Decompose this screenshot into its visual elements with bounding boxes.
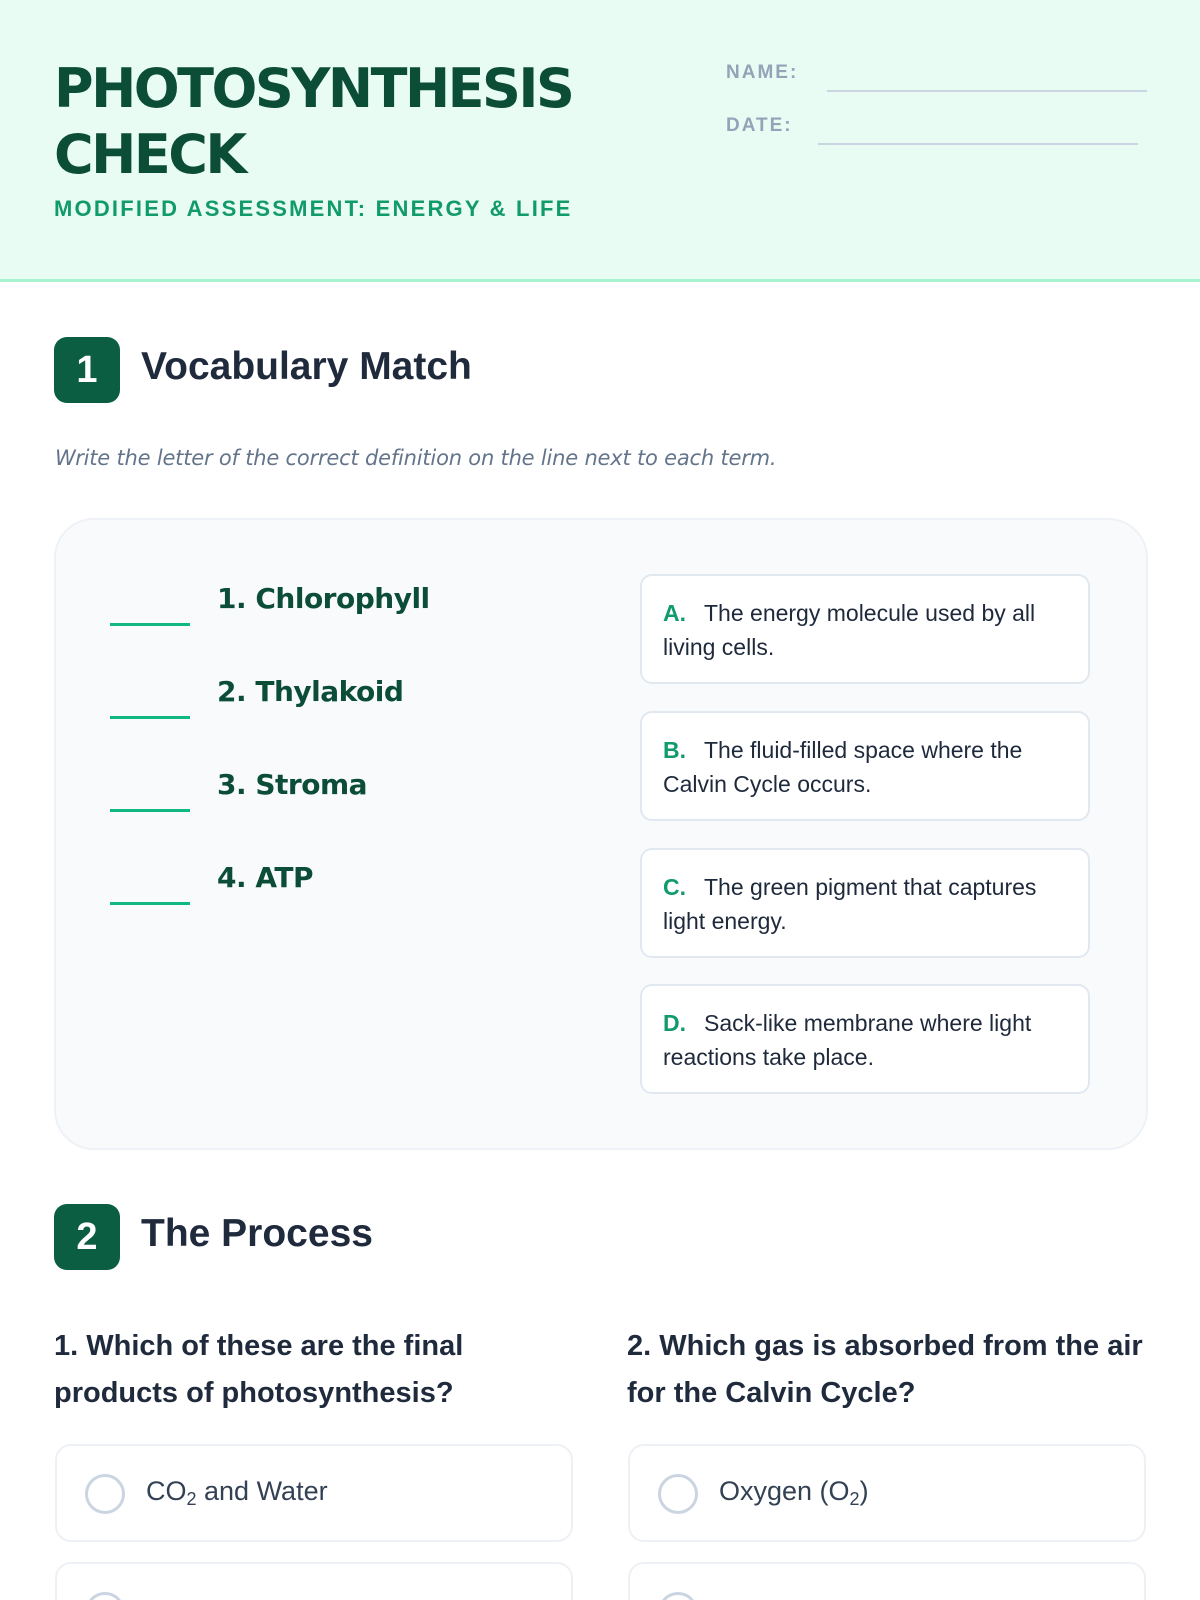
worksheet-header [0, 0, 1200, 282]
radio-button[interactable] [658, 1474, 698, 1514]
answer-blank-1[interactable] [110, 623, 190, 626]
radio-button[interactable] [85, 1474, 125, 1514]
definition-letter: C. [663, 874, 686, 900]
question-1-option-1[interactable] [55, 1444, 573, 1542]
section-2-title: The Process [141, 1212, 373, 1255]
definition-text: The energy molecule used by all living cells. [663, 600, 1036, 660]
term-stroma: 3. Stroma [217, 768, 368, 801]
answer-blank-3[interactable] [110, 809, 190, 812]
question-1-prompt: 1. Which of these are the final products of photosynthesis? [54, 1330, 464, 1409]
date-label: DATE: [726, 115, 793, 136]
definition-letter: D. [663, 1010, 686, 1036]
date-field[interactable] [818, 143, 1138, 145]
name-field[interactable] [827, 90, 1147, 92]
section-1-instruction: Write the letter of the correct definition on the line next to each term. [55, 446, 777, 470]
section-1-badge: 1 [54, 337, 120, 403]
section-1-title: Vocabulary Match [141, 345, 472, 388]
answer-blank-2[interactable] [110, 716, 190, 719]
definition-text: Sack-like membrane where light reactions take place. [663, 1010, 1032, 1070]
question-2-option-1[interactable] [628, 1444, 1146, 1542]
section-2-badge: 2 [54, 1204, 120, 1270]
option-label: Oxygen $(O_2)$ [719, 1476, 869, 1509]
question-2-prompt: 2. Which gas is absorbed from the air for the Calvin Cycle? [627, 1330, 1143, 1409]
definition-card-b [640, 711, 1090, 821]
definition-text: The fluid-filled space where the Calvin Cycle occurs. [663, 737, 1023, 797]
radio-button[interactable] [85, 1592, 125, 1600]
term-thylakoid: 2. Thylakoid [217, 675, 404, 708]
page-title: PHOTOSYNTHESIS CHECK [54, 57, 573, 186]
page-subtitle: MODIFIED ASSESSMENT: ENERGY & LIFE [54, 196, 573, 221]
question-2-option-2[interactable] [628, 1562, 1146, 1600]
definition-card-a [640, 574, 1090, 684]
answer-blank-4[interactable] [110, 902, 190, 905]
option-label: $CO_2$ and Water [146, 1476, 328, 1509]
definition-letter: B. [663, 737, 686, 763]
definition-card-c [640, 848, 1090, 958]
question-1-option-2[interactable] [55, 1562, 573, 1600]
term-chlorophyll: 1. Chlorophyll [217, 582, 430, 615]
radio-button[interactable] [658, 1592, 698, 1600]
definition-card-d [640, 984, 1090, 1094]
definition-letter: A. [663, 600, 686, 626]
definition-text: The green pigment that captures light energy. [663, 874, 1037, 934]
term-atp: 4. ATP [217, 861, 313, 894]
name-label: NAME: [726, 62, 799, 83]
